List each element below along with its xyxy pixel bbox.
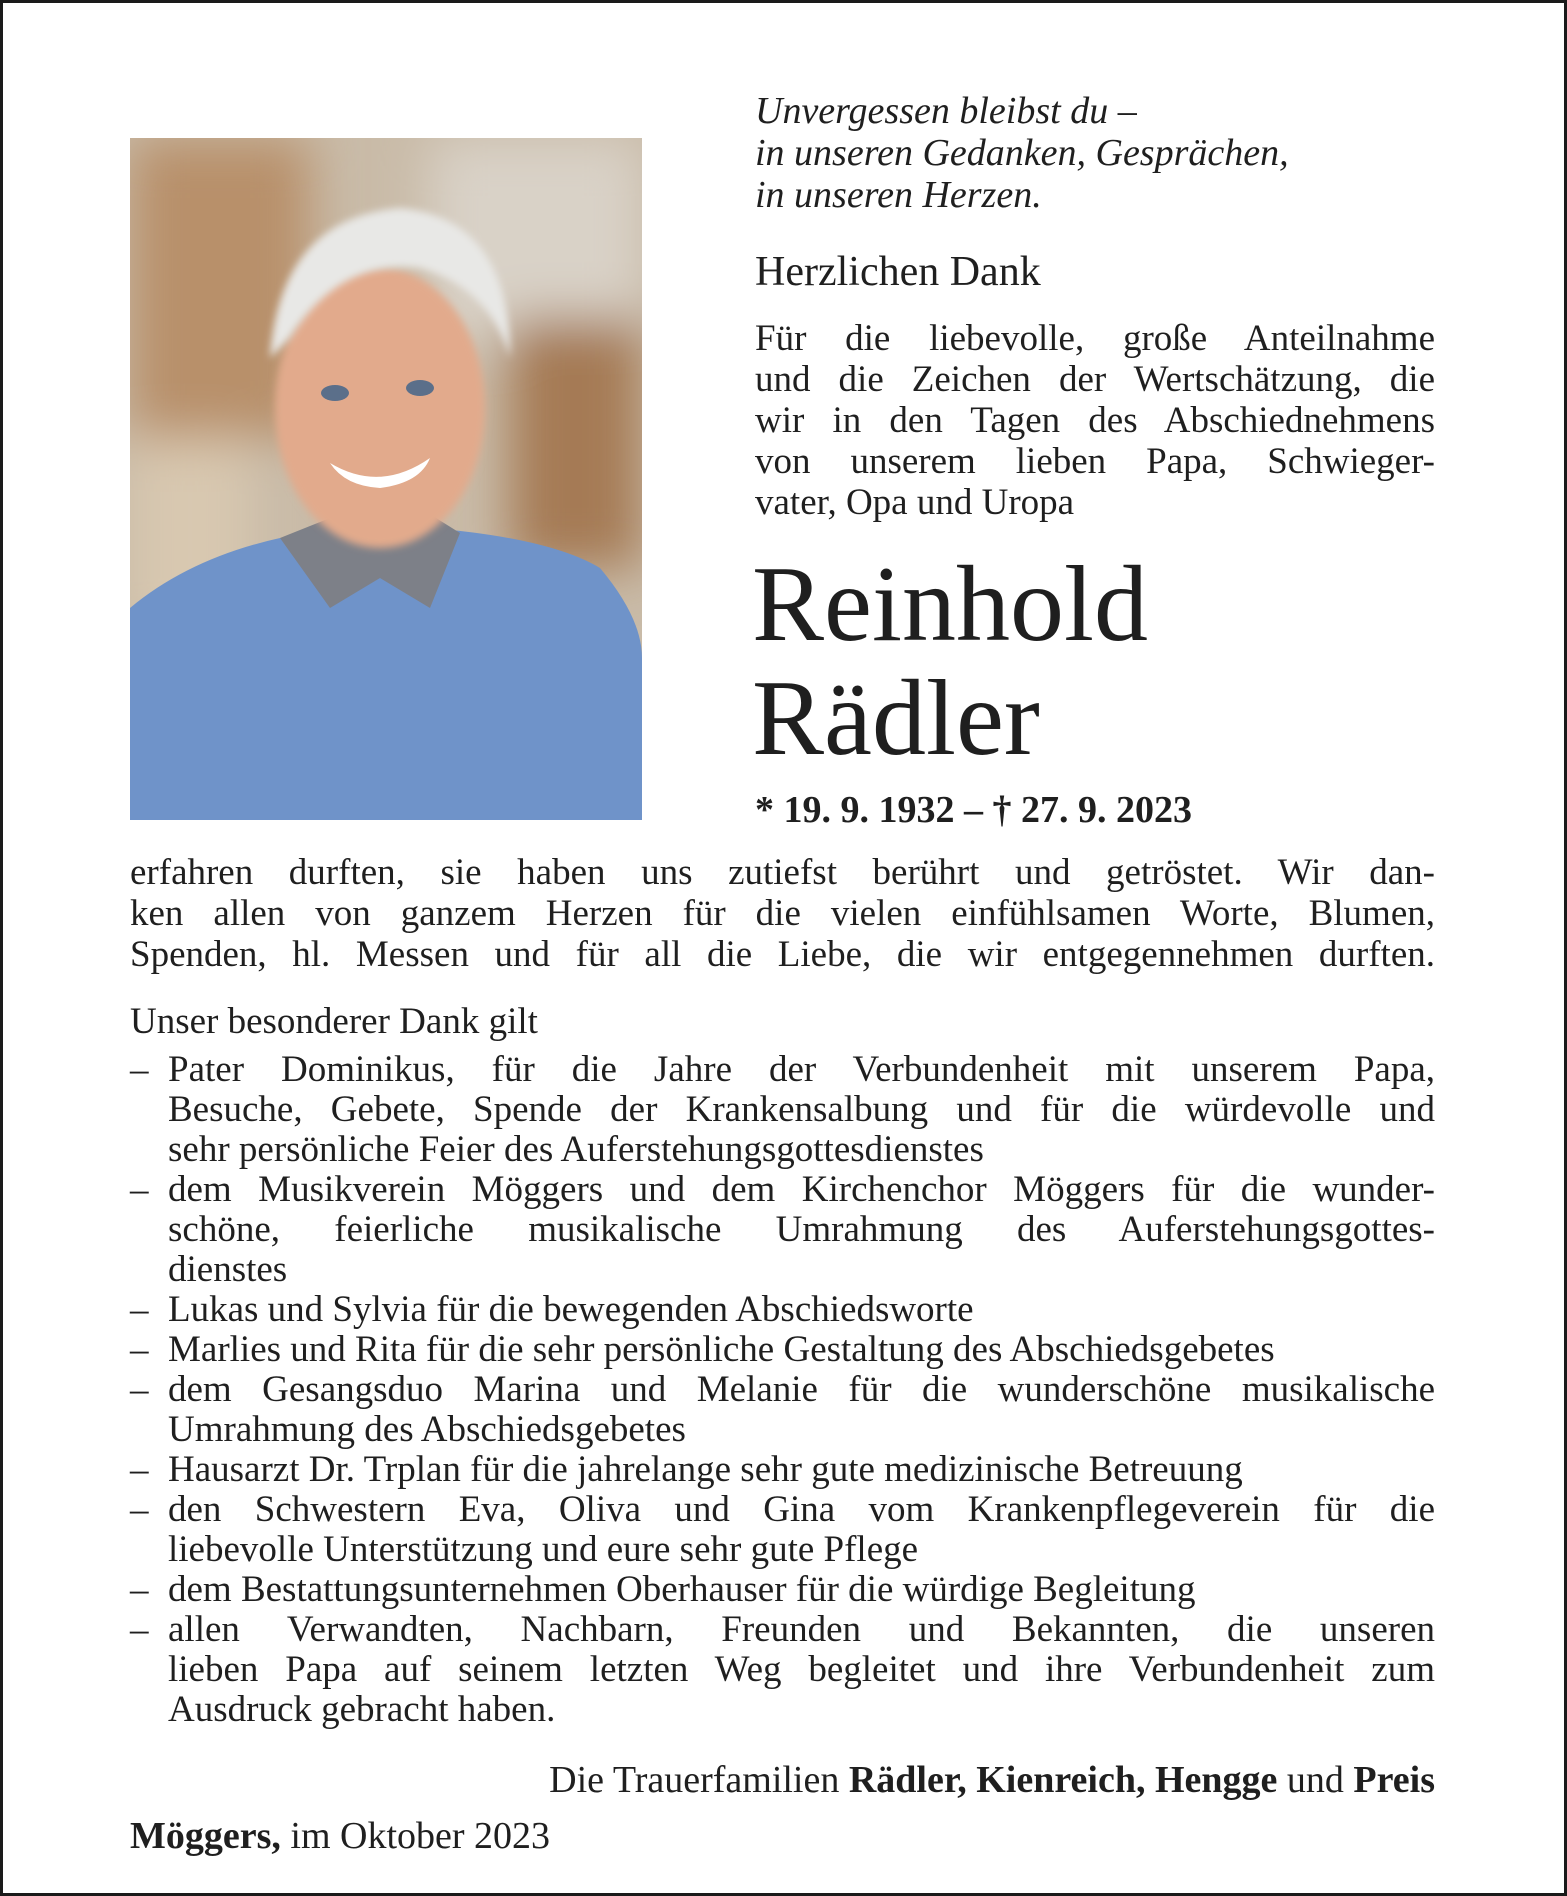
motto-line: Unvergessen bleibst du – bbox=[755, 90, 1137, 132]
list-dash: – bbox=[130, 1369, 149, 1410]
list-item-line: Marlies und Rita für die sehr persönliche Gestaltung des Abschiedsgebetes bbox=[168, 1329, 1275, 1370]
list-item-line: dienstes bbox=[168, 1249, 288, 1290]
signature-prefix: Die Trauerfamilien bbox=[549, 1759, 840, 1801]
place-date bbox=[130, 1814, 550, 1858]
list-dash: – bbox=[130, 1489, 149, 1530]
motto-verse bbox=[755, 90, 1289, 216]
place-month: im Oktober 2023 bbox=[290, 1815, 551, 1857]
deceased-name bbox=[752, 545, 1148, 778]
paragraph-line: erfahren durften, sie haben uns zutiefst berührt und getröstet. Wir dan- bbox=[130, 852, 1435, 893]
list-item-line: Umrahmung des Abschiedsgebetes bbox=[168, 1409, 686, 1450]
list-item-line: dem Gesangsduo Marina und Melanie für die wunderschöne musikalische bbox=[168, 1369, 1435, 1410]
intro-line: und die Zeichen der Wertschätzung, die bbox=[755, 359, 1435, 400]
paragraph-line: Spenden, hl. Messen und für all die Liebe, die wir entgegennehmen durften. bbox=[130, 934, 1435, 975]
intro-text bbox=[755, 318, 1435, 523]
heading: Herzlichen Dank bbox=[755, 249, 1041, 295]
list-item-line: dem Musikverein Möggers und dem Kirchenchor Möggers für die wunder- bbox=[168, 1169, 1435, 1210]
list-item-line: dem Bestattungsunternehmen Oberhauser für die würdige Begleitung bbox=[168, 1569, 1196, 1610]
list-item-line: Lukas und Sylvia für die bewegenden Abschiedsworte bbox=[168, 1289, 974, 1330]
list-item-line: Ausdruck gebracht haben. bbox=[168, 1689, 556, 1730]
last-name: Rädler bbox=[752, 659, 1040, 778]
list-item-line: sehr persönliche Feier des Auferstehungsgottesdienstes bbox=[168, 1129, 984, 1170]
list-dash: – bbox=[130, 1289, 149, 1330]
list-item-line: den Schwestern Eva, Oliva und Gina vom Krankenpflegeverein für die bbox=[168, 1489, 1435, 1530]
list-item bbox=[130, 1610, 1435, 1730]
list-item-line: Pater Dominikus, für die Jahre der Verbundenheit mit unserem Papa, bbox=[168, 1049, 1435, 1090]
portrait-photo bbox=[130, 138, 642, 820]
list-item bbox=[130, 1050, 1435, 1170]
signature-families: Rädler, Kienreich, Hengge bbox=[848, 1759, 1278, 1801]
list-dash: – bbox=[130, 1169, 149, 1210]
intro-line: Für die liebevolle, große Anteilnahme bbox=[755, 318, 1435, 359]
list-item-line: lieben Papa auf seinem letzten Weg begleitet und ihre Verbundenheit zum bbox=[168, 1649, 1435, 1690]
motto-line: in unseren Herzen. bbox=[755, 174, 1042, 216]
list-item-line: Besuche, Gebete, Spende der Krankensalbung und für die würdevolle und bbox=[168, 1089, 1435, 1130]
list-dash: – bbox=[130, 1329, 149, 1370]
list-item bbox=[130, 1290, 1435, 1330]
list-item bbox=[130, 1330, 1435, 1370]
motto-line: in unseren Gedanken, Gesprächen, bbox=[755, 132, 1289, 174]
list-item-line: allen Verwandten, Nachbarn, Freunden und Bekannten, die unseren bbox=[168, 1609, 1435, 1650]
thanks-list bbox=[130, 1050, 1435, 1730]
list-item-line: Hausarzt Dr. Trplan für die jahrelange sehr gute medizinische Betreuung bbox=[168, 1449, 1243, 1490]
list-item-line: schöne, feierliche musikalische Umrahmung des Auferstehungsgottes- bbox=[168, 1209, 1435, 1250]
intro-line: wir in den Tagen des Abschiednehmens bbox=[755, 400, 1435, 441]
list-item bbox=[130, 1370, 1435, 1450]
first-name: Reinhold bbox=[752, 545, 1148, 664]
list-item bbox=[130, 1490, 1435, 1570]
thanks-intro: Unser besonderer Dank gilt bbox=[130, 1001, 538, 1042]
life-dates: * 19. 9. 1932 – † 27. 9. 2023 bbox=[755, 789, 1192, 831]
list-item bbox=[130, 1570, 1435, 1610]
intro-line: von unserem lieben Papa, Schwieger- bbox=[755, 441, 1435, 482]
signature-last: Preis bbox=[1353, 1759, 1435, 1801]
signature-and: und bbox=[1286, 1759, 1344, 1801]
thanks-paragraph bbox=[130, 852, 1435, 975]
list-item bbox=[130, 1170, 1435, 1290]
signature bbox=[549, 1758, 1435, 1802]
list-dash: – bbox=[130, 1569, 149, 1610]
intro-line: vater, Opa und Uropa bbox=[755, 482, 1075, 523]
list-dash: – bbox=[130, 1049, 149, 1090]
list-item bbox=[130, 1450, 1435, 1490]
list-dash: – bbox=[130, 1609, 149, 1650]
paragraph-line: ken allen von ganzem Herzen für die vielen einfühlsamen Worte, Blumen, bbox=[130, 893, 1435, 934]
list-item-line: liebevolle Unterstützung und eure sehr gute Pflege bbox=[168, 1529, 919, 1570]
list-dash: – bbox=[130, 1449, 149, 1490]
place-town: Möggers, bbox=[130, 1815, 281, 1857]
